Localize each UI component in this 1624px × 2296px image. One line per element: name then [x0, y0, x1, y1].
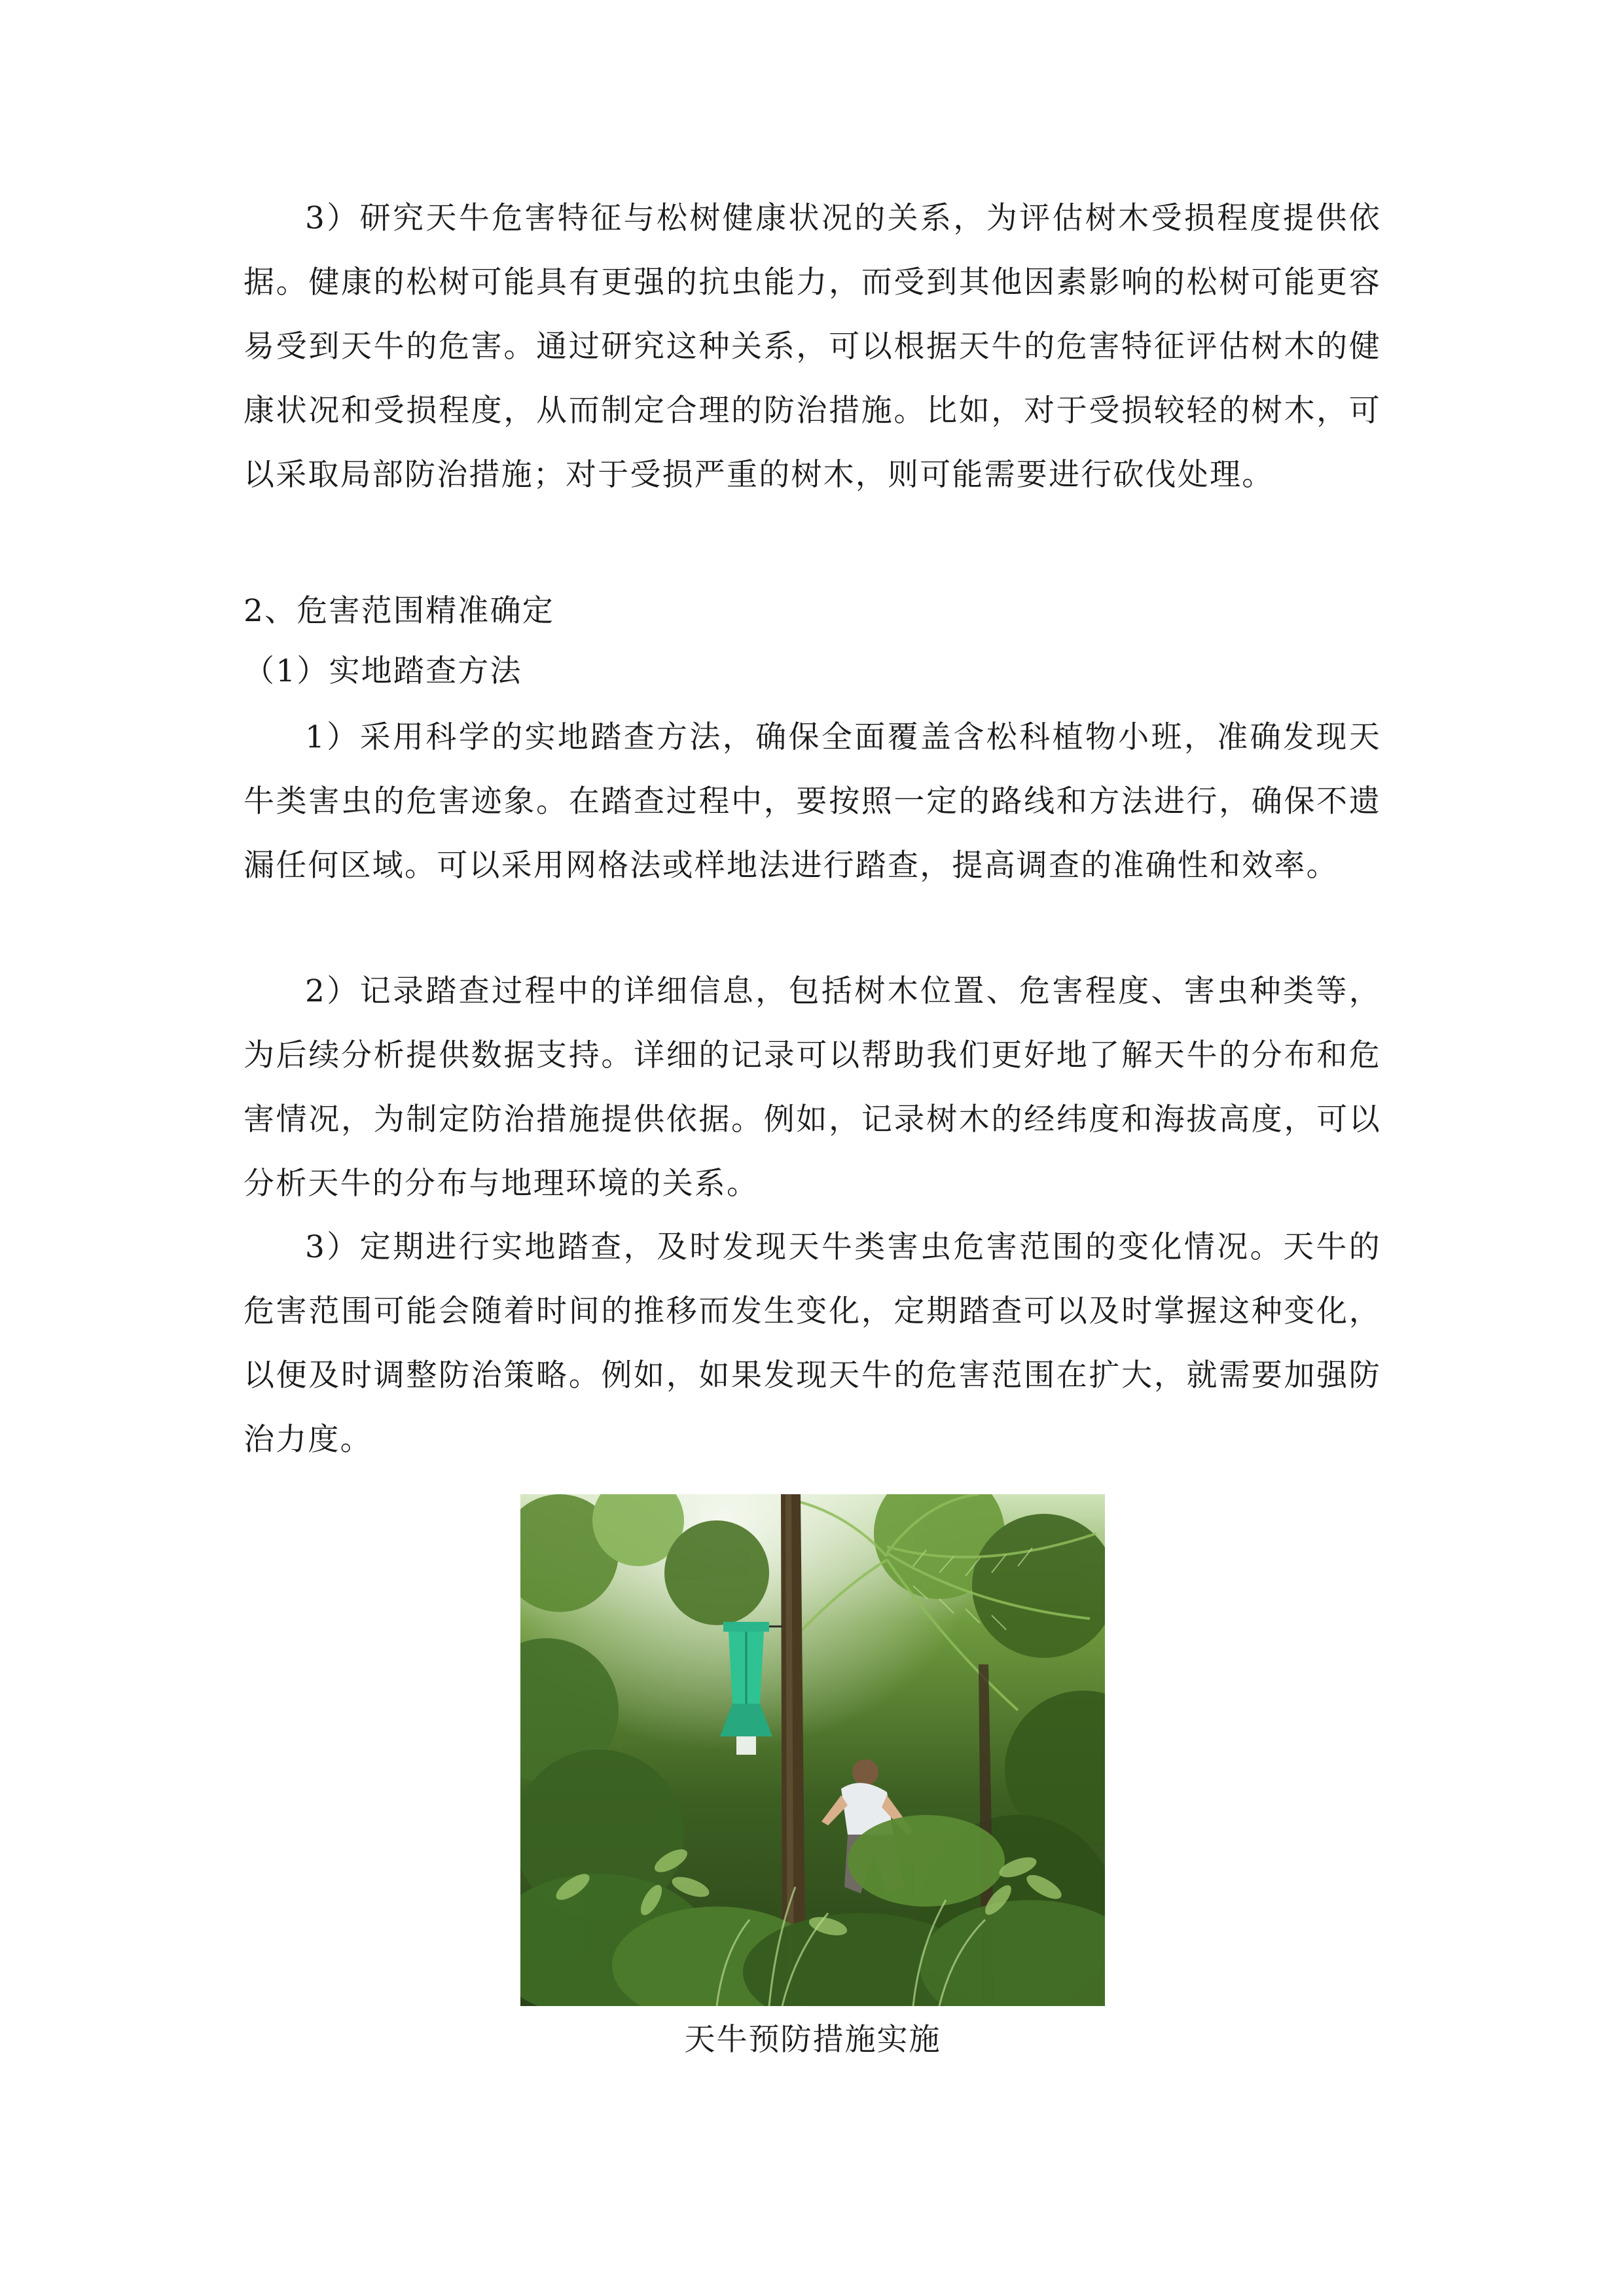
paragraph-block-1 — [244, 706, 1381, 898]
forest-photo — [520, 1494, 1105, 2006]
paragraph-2: 1）采用科学的实地踏查方法，确保全面覆盖含松科植物小班，准确发现天牛类害虫的危害迹象。在踏查过程中，要按照一定的路线和方法进行，确保不遗漏任何区域。可以采用网格法或样地法进行踏查，提高调查的准确性和效率。 — [244, 719, 1381, 884]
paragraph-4: 3）定期进行实地踏查，及时发现天牛类害虫危害范围的变化情况。天牛的危害范围可能会随着时间的推移而发生变化，定期踏查可以及时掌握这种变化，以便及时调整防治策略。例如，如果发现天牛的危害范围在扩大，就需要加强防治力度。 — [244, 1229, 1381, 1458]
figure-caption: 天牛预防措施实施 — [684, 2022, 941, 2058]
paragraph-3: 2）记录踏查过程中的详细信息，包括树木位置、危害程度、害虫种类等，为后续分析提供数据支持。详细的记录可以帮助我们更好地了解天牛的分布和危害情况，为制定防治措施提供依据。例如，记录树木的经纬度和海拔高度，可以分析天牛的分布与地理环境的关系。 — [244, 973, 1381, 1202]
paragraph-block-top — [244, 187, 1381, 507]
subsection-heading: （1）实地踏查方法 — [244, 653, 522, 689]
paragraph-block-2 — [244, 960, 1381, 1216]
paragraph-block-3 — [244, 1215, 1381, 1472]
section-heading: 2、危害范围精准确定 — [244, 593, 554, 629]
paragraph-1: 3）研究天牛危害特征与松树健康状况的关系，为评估树木受损程度提供依据。健康的松树可能具有更强的抗虫能力，而受到其他因素影响的松树可能更容易受到天牛的危害。通过研究这种关系，可以根据天牛的危害特征评估树木的健康状况和受损程度，从而制定合理的防治措施。比如，对于受损较轻的树木，可以采取局部防治措施；对于受损严重的树木，则可能需要进行砍伐处理。 — [244, 200, 1381, 493]
section-block — [244, 581, 1381, 702]
